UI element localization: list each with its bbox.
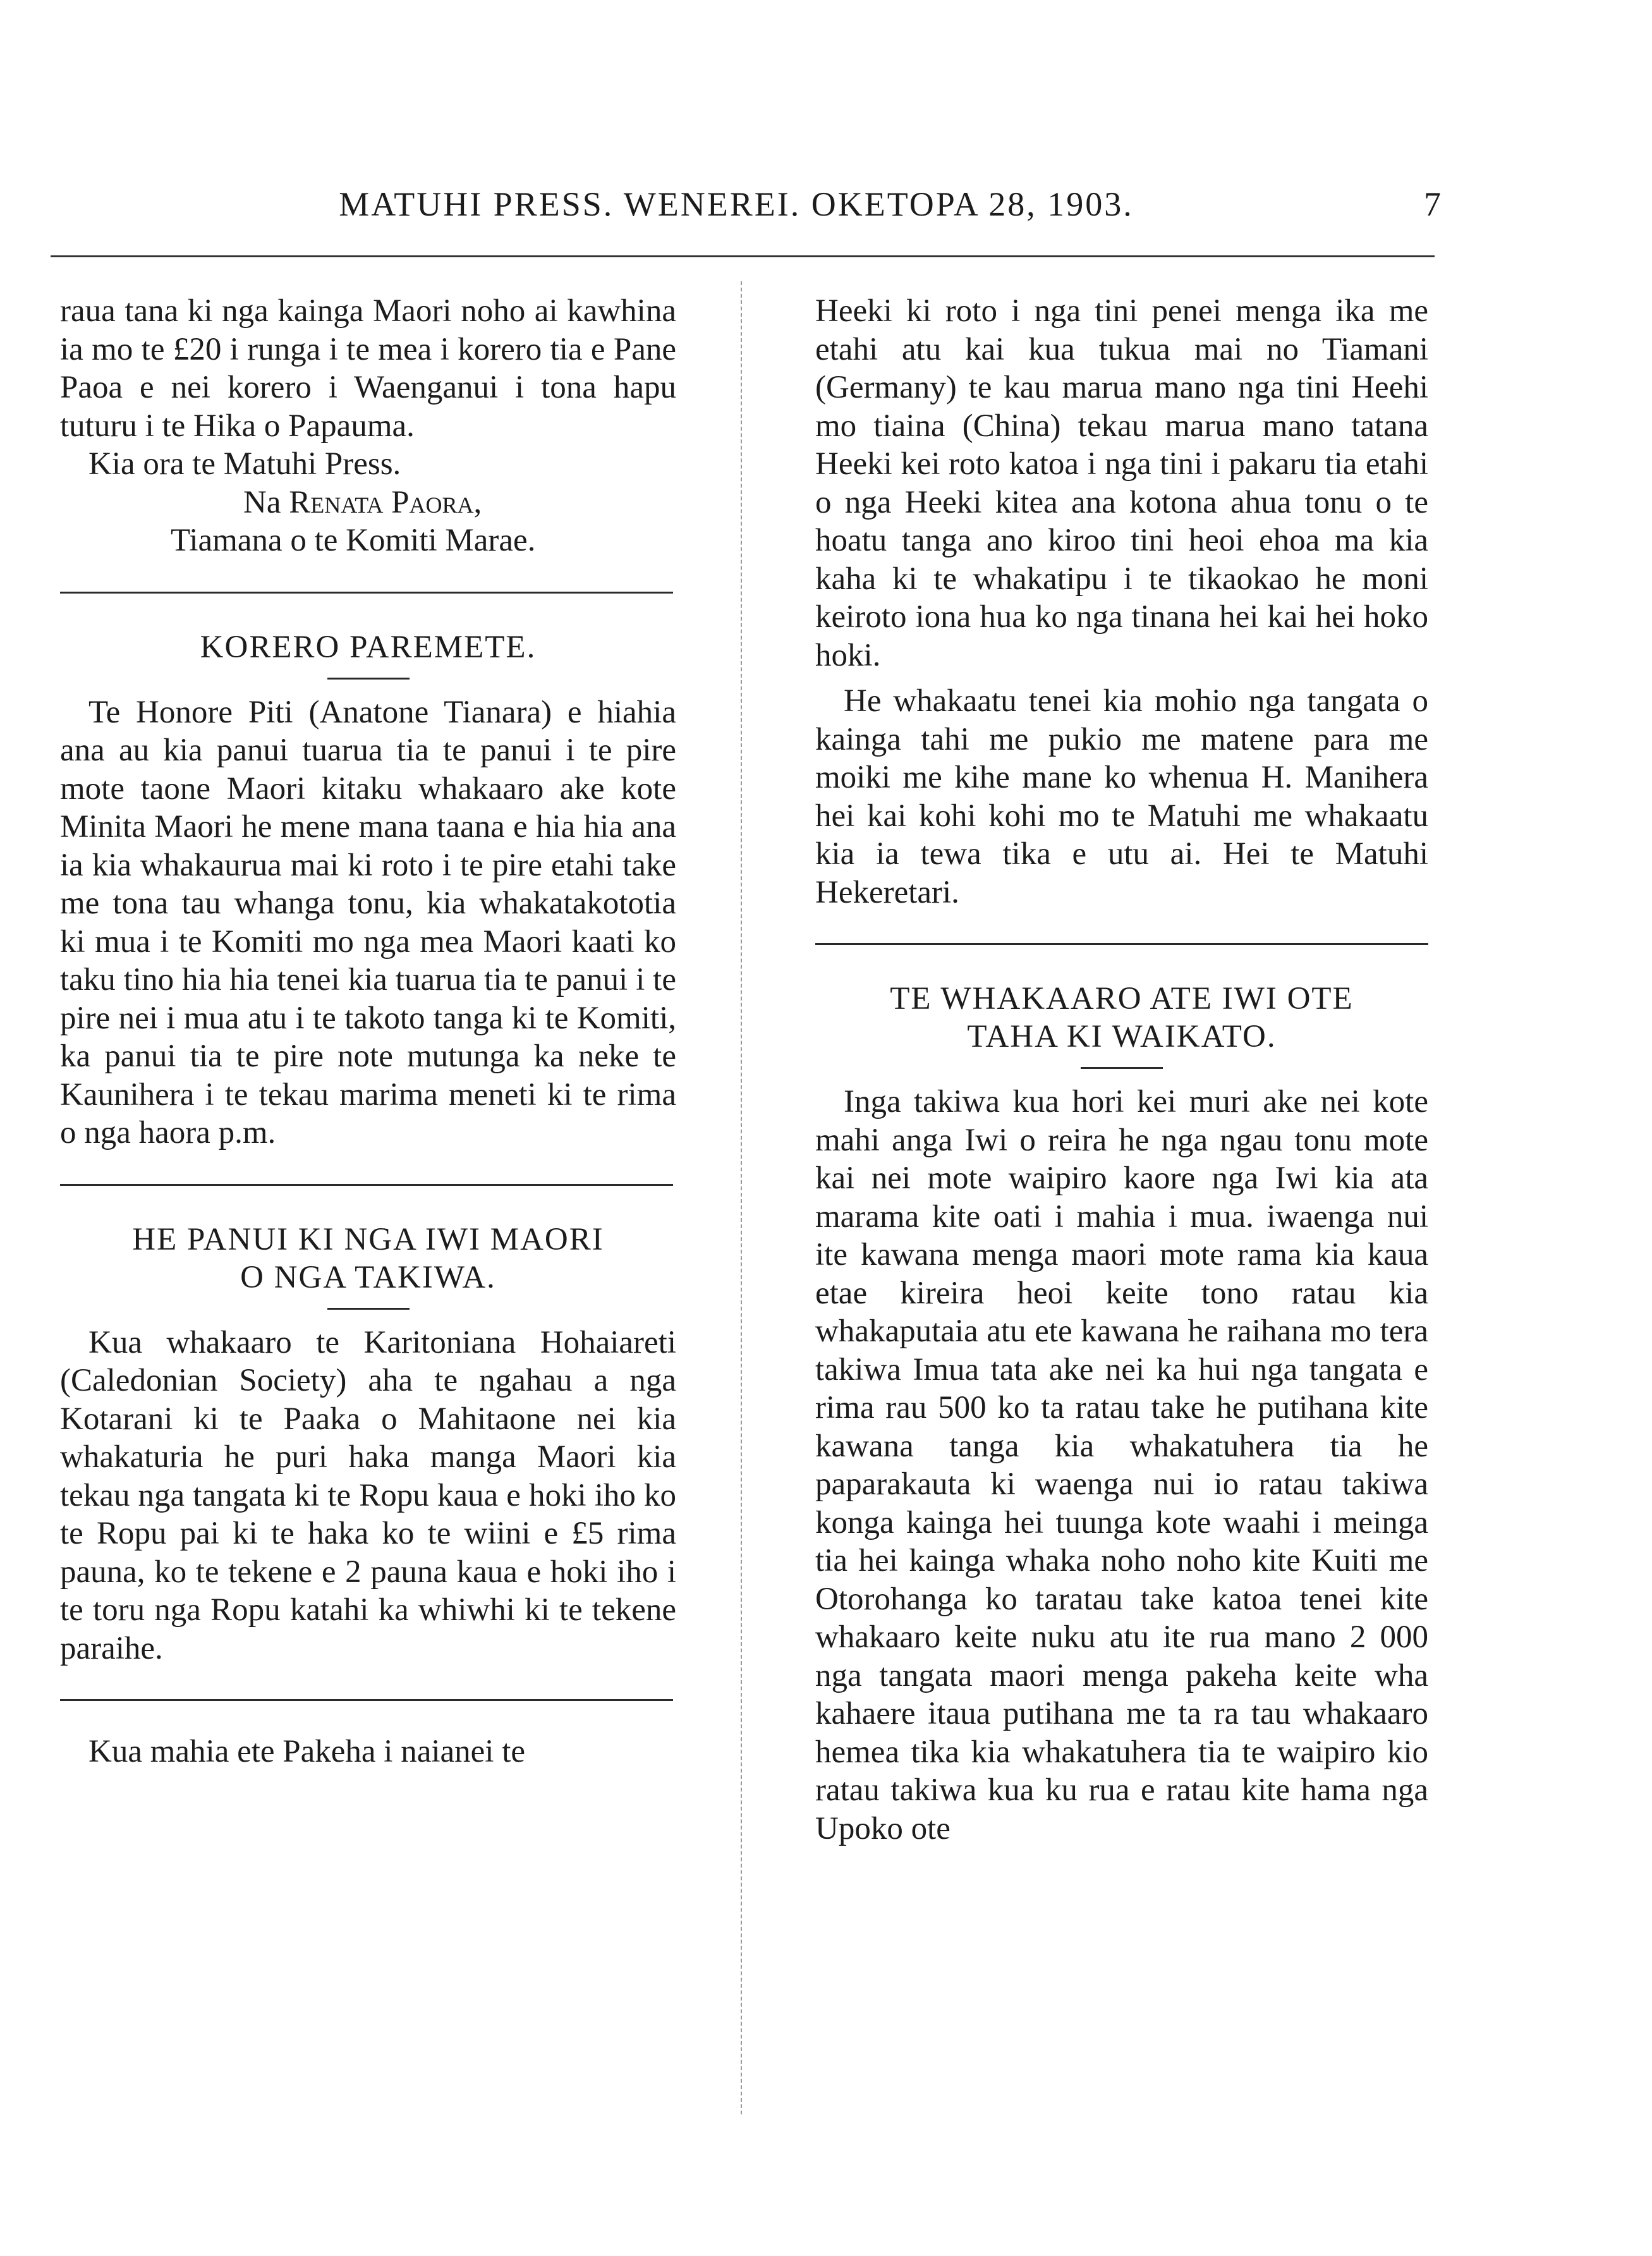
page-number: 7 bbox=[1424, 185, 1441, 223]
section-rule bbox=[815, 943, 1428, 945]
letter-signature bbox=[60, 484, 676, 522]
heading-underline bbox=[1081, 1067, 1163, 1069]
letter-closing: Kia ora te Matuhi Press. bbox=[88, 446, 401, 482]
page-header-title: MATUHI PRESS. WENEREI. OKETOPA 28, 1903. bbox=[339, 185, 1134, 223]
section-rule bbox=[60, 592, 673, 594]
signature-title: Tiamana o te Komiti Marae. bbox=[171, 523, 536, 558]
heading-underline bbox=[327, 678, 410, 680]
article-heading-te-whakaaro bbox=[815, 980, 1428, 1056]
article-body-pakeha: Kua mahia ete Pakeha i naianei te bbox=[88, 1734, 526, 1769]
signature-prefix: Na bbox=[243, 484, 281, 520]
letter-signoff bbox=[60, 445, 676, 560]
letter-body: raua tana ki nga kainga Maori noho ai kawhina ia mo te £20 i runga i te mea i korero tia e Pane Paoa e nei korero i Waenganui i tona hapu tuturu i te Hika o Papauma. bbox=[60, 293, 676, 444]
continuation-body: Heeki ki roto i nga tini penei menga ika me etahi atu kai kua tukua mai no Tiamani (Germany) te kau marua mano nga tini Heehi mo tiaina (China) tekau marua mano tatana Heeki kei roto katoa i nga tini i pakaru tia etahi o nga Heeki kitea ana kotona ahua tonu o te hoatu tanga ano kiroo tini heoi ehoa ma kia kaha ki te whakatipu i te tikaokao he moni keiroto iona hua ko nga tinana hei kai hei hoko hoki. bbox=[815, 293, 1428, 673]
heading-line-1: HE PANUI KI NGA IWI MAORI bbox=[132, 1221, 604, 1257]
article-heading-korero-paremete: KORERO PAREMETE. bbox=[200, 629, 537, 665]
section-rule bbox=[60, 1184, 673, 1186]
section-rule bbox=[60, 1699, 673, 1701]
heading-line-2: TAHA KI WAIKATO. bbox=[967, 1019, 1277, 1054]
article-body-korero-paremete: Te Honore Piti (Anatone Tianara) e hiahia ana au kia panui tuarua tia te panui i te pire mote taone Maori kitaku whakaaro ake kote Minita Maori he mene mana taana e hia hia ana ia kia whakaurua mai ki roto i te pire etahi take me tona tau whanga tonu, kia whakatakototia ki mua i te Komiti mo nga mea Maori kaati ko taku tino hia hia tenei kia tuarua tia te panui i te pire nei i mua atu i te takoto tanga ki te Komiti, ka panui tia te pire note mutunga ka neke te Kaunihera i te tekau marima meneti ki te rima o nga haora p.m. bbox=[60, 694, 676, 1150]
column-divider bbox=[741, 281, 742, 2114]
header-rule bbox=[51, 255, 1435, 257]
signature-name: Renata Paora, bbox=[289, 484, 482, 520]
right-column bbox=[815, 292, 1428, 1848]
heading-underline bbox=[327, 1308, 410, 1310]
article-body-he-panui: Kua whakaaro te Karitoniana Hohaiareti (Caledonian Society) aha te ngahau a nga Kotarani ki te Paaka o Mahitaone nei kia whakaturia he puri haka manga Maori kia tekau nga tangata ki te Ropu kaua e hoki iho ko te Ropu pai ki te haka ko te wiini e £5 rima pauna, ko te tekene e 2 pauna kaua e hoki iho i te toru nga Ropu katahi ka whiwhi ki te tekene paraihe. bbox=[60, 1324, 676, 1666]
article-heading-he-panui bbox=[60, 1221, 676, 1296]
heading-line-2: O NGA TAKIWA. bbox=[240, 1259, 496, 1295]
notice-body: He whakaatu tenei kia mohio nga tangata o kainga tahi me pukio me matene para me moiki me kihe mane ko whenua H. Manihera hei kai kohi kohi mo te Matuhi me whakaatu kia ia tewa tika e utu ai. Hei te Matuhi Hekeretari. bbox=[815, 683, 1428, 910]
article-body-te-whakaaro: Inga takiwa kua hori kei muri ake nei kote mahi anga Iwi o reira he nga ngau tonu mote kai nei mote waipiro kaore nga Iwi kia ata marama kite oati i mahia i mua. iwaenga nui ite kawana menga maori mote rama kia kaua etae kireira heoi keite tono ratau kia whakaputaia atu ete kawana he raihana mo tera takiwa Imua tata ake nei ka hui nga tangata e rima rau 500 ko ta ratau take he putihana kite kawana tanga kia whakatuhera tia he paparakauta ki waenga nui io ratau takiwa konga kainga hei tuunga kote waahi i meinga tia hei kainga whaka noho noho kite Kuiti me Otorohanga ko taratau take katoa tenei kite whakaaro keite nuku atu ite rua mano 2 000 nga tangata maori menga pakeha keite wha kahaere itaua putihana me ta ra tau whakaaro hemea tika kia whakatuhera tia te waipiro kio ratau takiwa kua ku rua e ratau kite hama nga Upoko ote bbox=[815, 1084, 1428, 1846]
heading-line-1: TE WHAKAARO ATE IWI OTE bbox=[890, 981, 1354, 1016]
left-column bbox=[60, 292, 676, 1771]
